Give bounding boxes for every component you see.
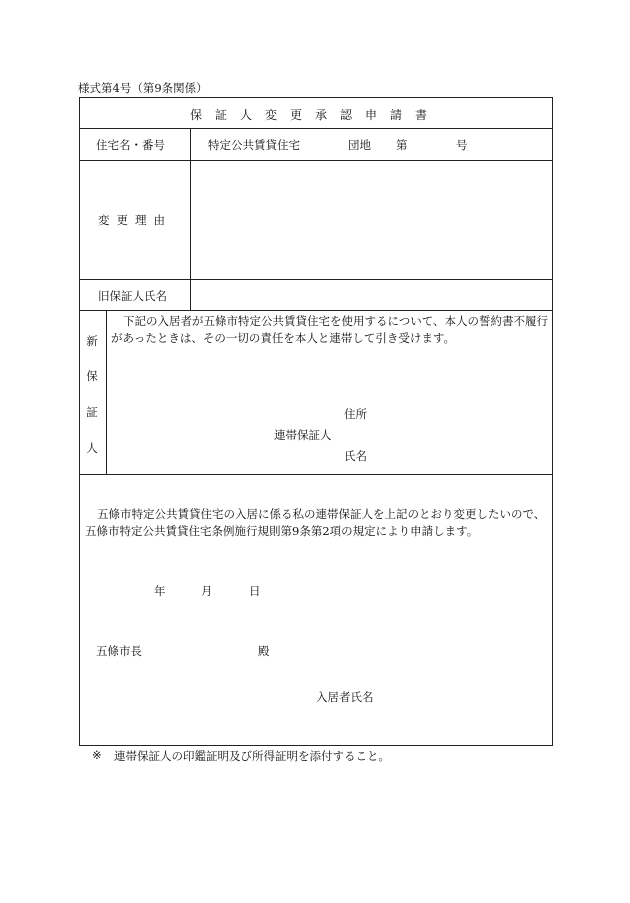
- housing-label: 住宅名・番号: [96, 138, 165, 152]
- reason-field[interactable]: [196, 166, 546, 272]
- name-label: 氏名: [344, 449, 367, 463]
- new-guarantor-side-1: 新: [86, 334, 98, 348]
- pledge-text: 下記の入居者が五條市特定公共賃貸住宅を使用するについて、本人の誓約書不履行があったときは、その一切の責任を本人と連帯して引き受けます。: [111, 314, 549, 345]
- form-number: 様式第4号（第9条関係）: [78, 81, 208, 95]
- date-year: 年: [154, 584, 166, 598]
- old-guarantor-label: 旧保証人氏名: [98, 289, 167, 303]
- honorific: 殿: [258, 644, 270, 658]
- housing-value: 特定公共賃貸住宅: [208, 138, 300, 152]
- note-mark: ※: [92, 748, 102, 762]
- number-prefix: 第: [396, 138, 408, 152]
- new-guarantor-side-3: 証: [86, 405, 98, 419]
- addressee: 五條市長: [96, 644, 142, 658]
- reason-label: 変更理由: [98, 213, 172, 227]
- applicant-label: 入居者氏名: [316, 690, 374, 704]
- address-label: 住所: [344, 407, 367, 421]
- date-month: 月: [201, 584, 213, 598]
- new-guarantor-side-4: 人: [86, 441, 98, 455]
- complex-label: 団地: [348, 138, 371, 152]
- old-guarantor-field[interactable]: [196, 284, 546, 306]
- note-text: 連帯保証人の印鑑証明及び所得証明を添付すること。: [114, 749, 390, 763]
- application-text: 五條市特定公共賃貸住宅の入居に係る私の連帯保証人を上記のとおり変更したいので、五條市特定公共賃貸住宅条例施行規則第9条第2項の規定により申請します。: [85, 507, 546, 538]
- date-day: 日: [249, 584, 261, 598]
- joint-guarantor-label: 連帯保証人: [274, 428, 332, 442]
- number-suffix: 号: [456, 138, 468, 152]
- form-title: 保証人変更承認申請書: [189, 108, 440, 122]
- new-guarantor-side-2: 保: [86, 369, 98, 383]
